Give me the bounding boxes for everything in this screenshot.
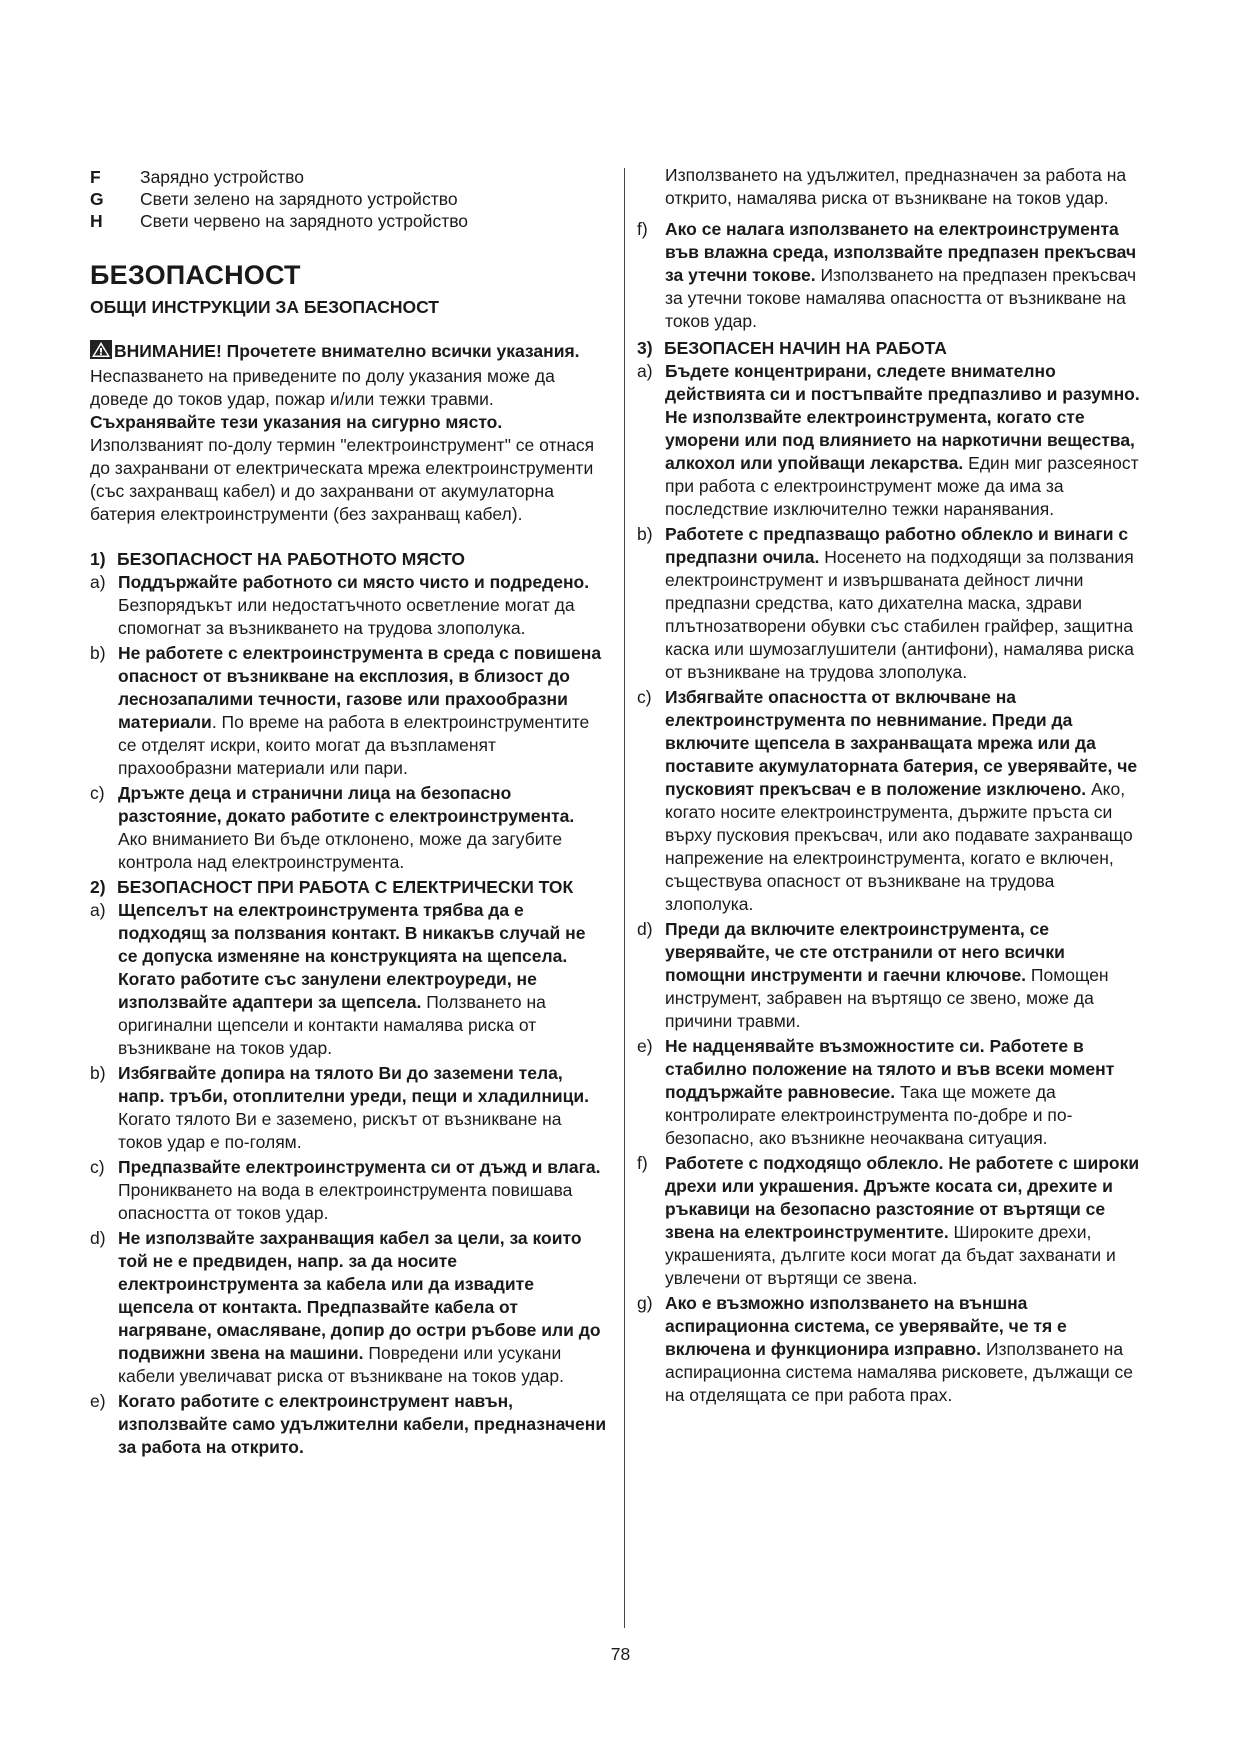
item-2e-continued: Използването на удължител, предназначен за работа на открито, намалява риска от възникване на токов удар. xyxy=(665,165,1127,208)
item-2-d: d) Не използвайте захранващия кабел за цели, за които той не е предвиден, напр. за да носите електроинструмента за кабела или да извадите щепсела от контакта. Предпазвайте кабела от нагряване, омасляване, допир до остри ръбове или до подвижни звена на машини. Повредени или усукани кабели увеличават риска от възникване на токов удар. xyxy=(90,1228,601,1386)
left-column xyxy=(90,166,612,1461)
warning-text-1: Неспазването на приведените по долу указания може да доведе до токов удар, пожар и/или тежки травми. xyxy=(90,366,555,409)
legend-text: Свети зелено на зарядното устройство xyxy=(140,189,458,209)
warning-paragraph xyxy=(90,340,612,526)
legend-row xyxy=(90,188,612,210)
warning-bold-1: ВНИМАНИЕ! Прочетете внимателно всички указания. xyxy=(114,341,580,361)
legend-text: Свети червено на зарядното устройство xyxy=(140,211,469,231)
warning-triangle-icon xyxy=(90,340,112,365)
item-2-a: a) Щепселът на електроинструмента трябва да е подходящ за ползвания контакт. В никакъв случай не се допуска изменяне на конструкцията на щепсела. Когато работите със занулени електроуреди, не използвайте адаптери за щепсела. Ползването на оригинални щепсели и контакти намалява риска от възникване на токов удар. xyxy=(90,900,586,1058)
item-3-d: d) Преди да включите електроинструмента, се уверявайте, че сте отстранили от него всички помощни инструменти и гаечни ключове. Помощен инструмент, забравен на въртящо се звено, може да причини травми. xyxy=(637,919,1109,1031)
item-2f: f) Ако се налага използването на електроинструмента във влажна среда, използвайте предпазен прекъсвач за утечни токове. Използването на предпазен прекъсвач за утечни токове намалява опасността от възникване на токов удар. xyxy=(637,219,1137,331)
legend-key: F xyxy=(90,167,101,187)
legend-list xyxy=(90,166,612,232)
item-3-b: b) Работете с предпазващо работно облекло и винаги с предпазни очила. Носенето на подходящи за ползвания електроинструмент и извършваната дейност лични предпазни средства, като дихателна маска, здрави плътнозатворени обувки със стабилен грайфер, защитна каска или шумозаглушители (антифони), намалява риска от възникване на трудова злополука. xyxy=(637,524,1135,682)
item-3-e: e) Не надценявайте възможностите си. Работете в стабилно положение на тялото и във всеки момент поддържайте равновесие. Така ще можете да контролирате електроинструмента по-добре и по-безопасно, ако възникне неочаквана ситуация. xyxy=(637,1036,1115,1148)
legend-row xyxy=(90,210,612,232)
item-3-f: f) Работете с подходящо облекло. Не работете с широки дрехи или украшения. Дръжте косата си, дрехите и ръкавици на безопасно разстояние от въртящи се звена на електроинструментите. Широките дрехи, украшенията, дългите коси могат да бъдат захванати и увлечени от въртящи се звена. xyxy=(637,1153,1140,1288)
section-1-items xyxy=(90,571,612,874)
item-3-g: g) Ако е възможно използването на външна аспирационна система, се уверявайте, че тя е включена и функционира изправно. Използването на аспирационна система намалява рисковете, дължащи се на отделящата се при работа прах. xyxy=(637,1293,1133,1405)
section-1-heading: 1) БЕЗОПАСНОСТ НА РАБОТНОТО МЯСТО xyxy=(90,549,466,569)
warning-text-2: Използваният по-долу термин "електроинструмент" се отнася до захранвани от електрическата мрежа електроинструменти (със захранващ кабел) и до захранвани от акумулаторна батерия електроинструменти (без захранващ кабел). xyxy=(90,435,595,524)
legend-row xyxy=(90,166,612,188)
item-3-a: a) Бъдете концентрирани, следете внимателно действията си и постъпвайте предпазливо и разумно. Не използвайте електроинструмента, когато сте уморени или под влиянието на наркотични вещества, алкохол или упойващи лекарства. Един миг разсеяност при работа с електроинструмент може да има за последствие изключително тежки наранявания. xyxy=(637,361,1140,519)
legend-text: Зарядно устройство xyxy=(140,167,304,187)
subsection-title: ОБЩИ ИНСТРУКЦИИ ЗА БЕЗОПАСНОСТ xyxy=(90,297,440,317)
section-2-items xyxy=(90,899,612,1459)
section-3-items xyxy=(637,360,1147,1407)
item-2-e: e) Когато работите с електроинструмент навън, използвайте само удължителни кабели, предназначени за работа на открито. xyxy=(90,1391,607,1457)
item-2-b: b) Избягвайте допира на тялото Ви до заземени тела, напр. тръби, отоплителни уреди, пещи и хладилници. Когато тялото Ви е заземено, рискът от възникване на токов удар е по-голям. xyxy=(90,1063,590,1152)
section-title: БЕЗОПАСНОСТ xyxy=(90,260,301,290)
page-number: 78 xyxy=(610,1644,631,1664)
item-3-c: c) Избягвайте опасността от включване на електроинструмента по невнимание. Преди да включите щепсела в захранващата мрежа или да поставите акумулаторната батерия, се уверявайте, че пусковият прекъсвач е в положение изключено. Ако, когато носите електроинструмента, държите пръста си върху пусковия прекъсвач, или ако подавате захранващо напрежение на електроинструмента, когато е включен, съществува опасност от възникване на трудова злополука. xyxy=(637,687,1138,914)
item-1-c: c) Дръжте деца и странични лица на безопасно разстояние, докато работите с електроинструмента. Ако вниманието Ви бъде отклонено, може да загубите контрола над електроинструмента. xyxy=(90,783,575,872)
item-1-a: a) Поддържайте работното си място чисто и подредено. Безпорядъкът или недостатъчното осветление могат да спомогнат за възникването на трудова злополука. xyxy=(90,572,590,638)
section-2-heading: 2) БЕЗОПАСНОСТ ПРИ РАБОТА С ЕЛЕКТРИЧЕСКИ ТОК xyxy=(90,877,574,897)
right-column xyxy=(637,164,1147,1409)
legend-key: G xyxy=(90,189,104,209)
column-divider xyxy=(624,168,625,1628)
item-2-c: c) Предпазвайте електроинструмента си от дъжд и влага. Проникването на вода в електроинструмента повишава опасността от токов удар. xyxy=(90,1157,601,1223)
item-1-b: b) Не работете с електроинструмента в среда с повишена опасност от възникване на експлозия, в близост до леснозапалими течности, газове или прахообразни материали. По време на работа в електроинструментите се отделят искри, които могат да възпламенят прахообразни материали или пари. xyxy=(90,643,602,778)
legend-key: H xyxy=(90,211,103,231)
section-3-heading: 3) БЕЗОПАСЕН НАЧИН НА РАБОТА xyxy=(637,338,947,358)
warning-bold-2: Съхранявайте тези указания на сигурно място. xyxy=(90,412,503,432)
